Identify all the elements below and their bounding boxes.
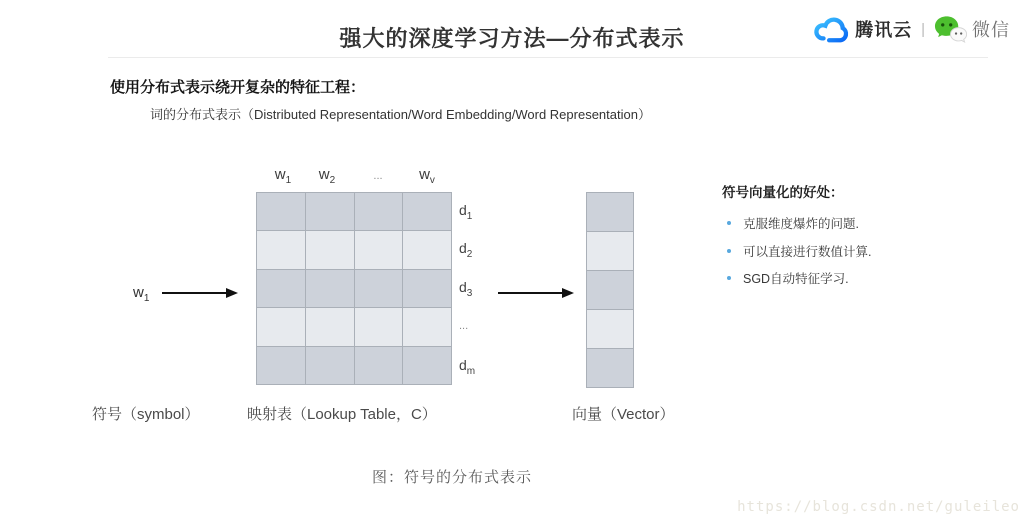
table-cell: [257, 308, 305, 345]
row-label-d1: $d_1$: [459, 202, 473, 222]
bullet-icon: [727, 221, 731, 225]
table-cell: [306, 270, 354, 307]
benefit-item: [727, 242, 871, 260]
table-cell: [403, 193, 451, 230]
benefit-text: 克服维度爆炸的问题.: [743, 217, 859, 231]
tencent-cloud-icon: [812, 14, 850, 44]
table-cell: [355, 193, 403, 230]
arrow-table-to-vector: [498, 286, 574, 300]
section-subheading: 词的分布式表示（Distributed Representation/Word Embedding/Word Representation）: [150, 107, 651, 122]
brand-logos: [812, 14, 1010, 44]
row-label-d2: $d_2$: [459, 240, 473, 260]
table-cell: [403, 270, 451, 307]
table-cell: [257, 231, 305, 268]
benefits-heading: 符号向量化的好处：: [722, 185, 844, 200]
tencent-cloud-label: 腾讯云: [855, 20, 913, 40]
input-symbol: $w_1$: [133, 284, 150, 304]
lookup-table: [256, 192, 452, 385]
benefit-text: SGD自动特征学习.: [743, 272, 849, 286]
section-heading: 使用分布式表示绕开复杂的特征工程：: [110, 79, 366, 96]
wechat-label: 微信: [972, 20, 1010, 40]
col-header-ellipsis: ...: [373, 170, 383, 182]
vector-cell: [587, 271, 633, 309]
table-cell: [257, 347, 305, 384]
col-header-w2: $w_2$: [318, 166, 336, 186]
col-header-w1: $w_1$: [274, 166, 292, 186]
label-lookup-table: 映射表（Lookup Table，C）: [247, 406, 437, 423]
vector-column: [586, 192, 634, 388]
vector-cell: [587, 349, 633, 387]
row-label-d3: $d_3$: [459, 279, 473, 299]
table-cell: [403, 231, 451, 268]
table-cell: [257, 270, 305, 307]
header-divider: [108, 57, 988, 58]
table-cell: [403, 347, 451, 384]
watermark-url: https://blog.csdn.net/guleileo: [737, 499, 1020, 515]
arrow-symbol-to-table: [162, 286, 238, 300]
col-header-wv: $w_v$: [419, 166, 435, 186]
row-label-dm: $d_m$: [459, 357, 476, 377]
label-symbol: 符号（symbol）: [92, 406, 200, 423]
page-title: 强大的深度学习方法—分布式表示: [339, 26, 685, 51]
vector-cell: [587, 232, 633, 270]
vector-cell: [587, 310, 633, 348]
table-cell: [355, 347, 403, 384]
table-cell: [306, 193, 354, 230]
table-cell: [355, 231, 403, 268]
bullet-icon: [727, 276, 731, 280]
table-cell: [306, 308, 354, 345]
table-cell: [403, 308, 451, 345]
vector-cell: [587, 193, 633, 231]
figure-caption: 图：符号的分布式表示: [372, 469, 533, 486]
row-label-ellipsis: ...: [459, 320, 469, 332]
benefit-text: 可以直接进行数值计算.: [743, 245, 872, 259]
table-cell: [355, 270, 403, 307]
table-cell: [306, 347, 354, 384]
brand-separator: |: [921, 20, 925, 38]
wechat-icon: [934, 15, 967, 43]
bullet-icon: [727, 249, 731, 253]
benefit-item: [727, 269, 849, 287]
benefit-item: [727, 214, 859, 232]
table-cell: [257, 193, 305, 230]
table-cell: [306, 231, 354, 268]
table-cell: [355, 308, 403, 345]
label-vector: 向量（Vector）: [572, 406, 675, 423]
